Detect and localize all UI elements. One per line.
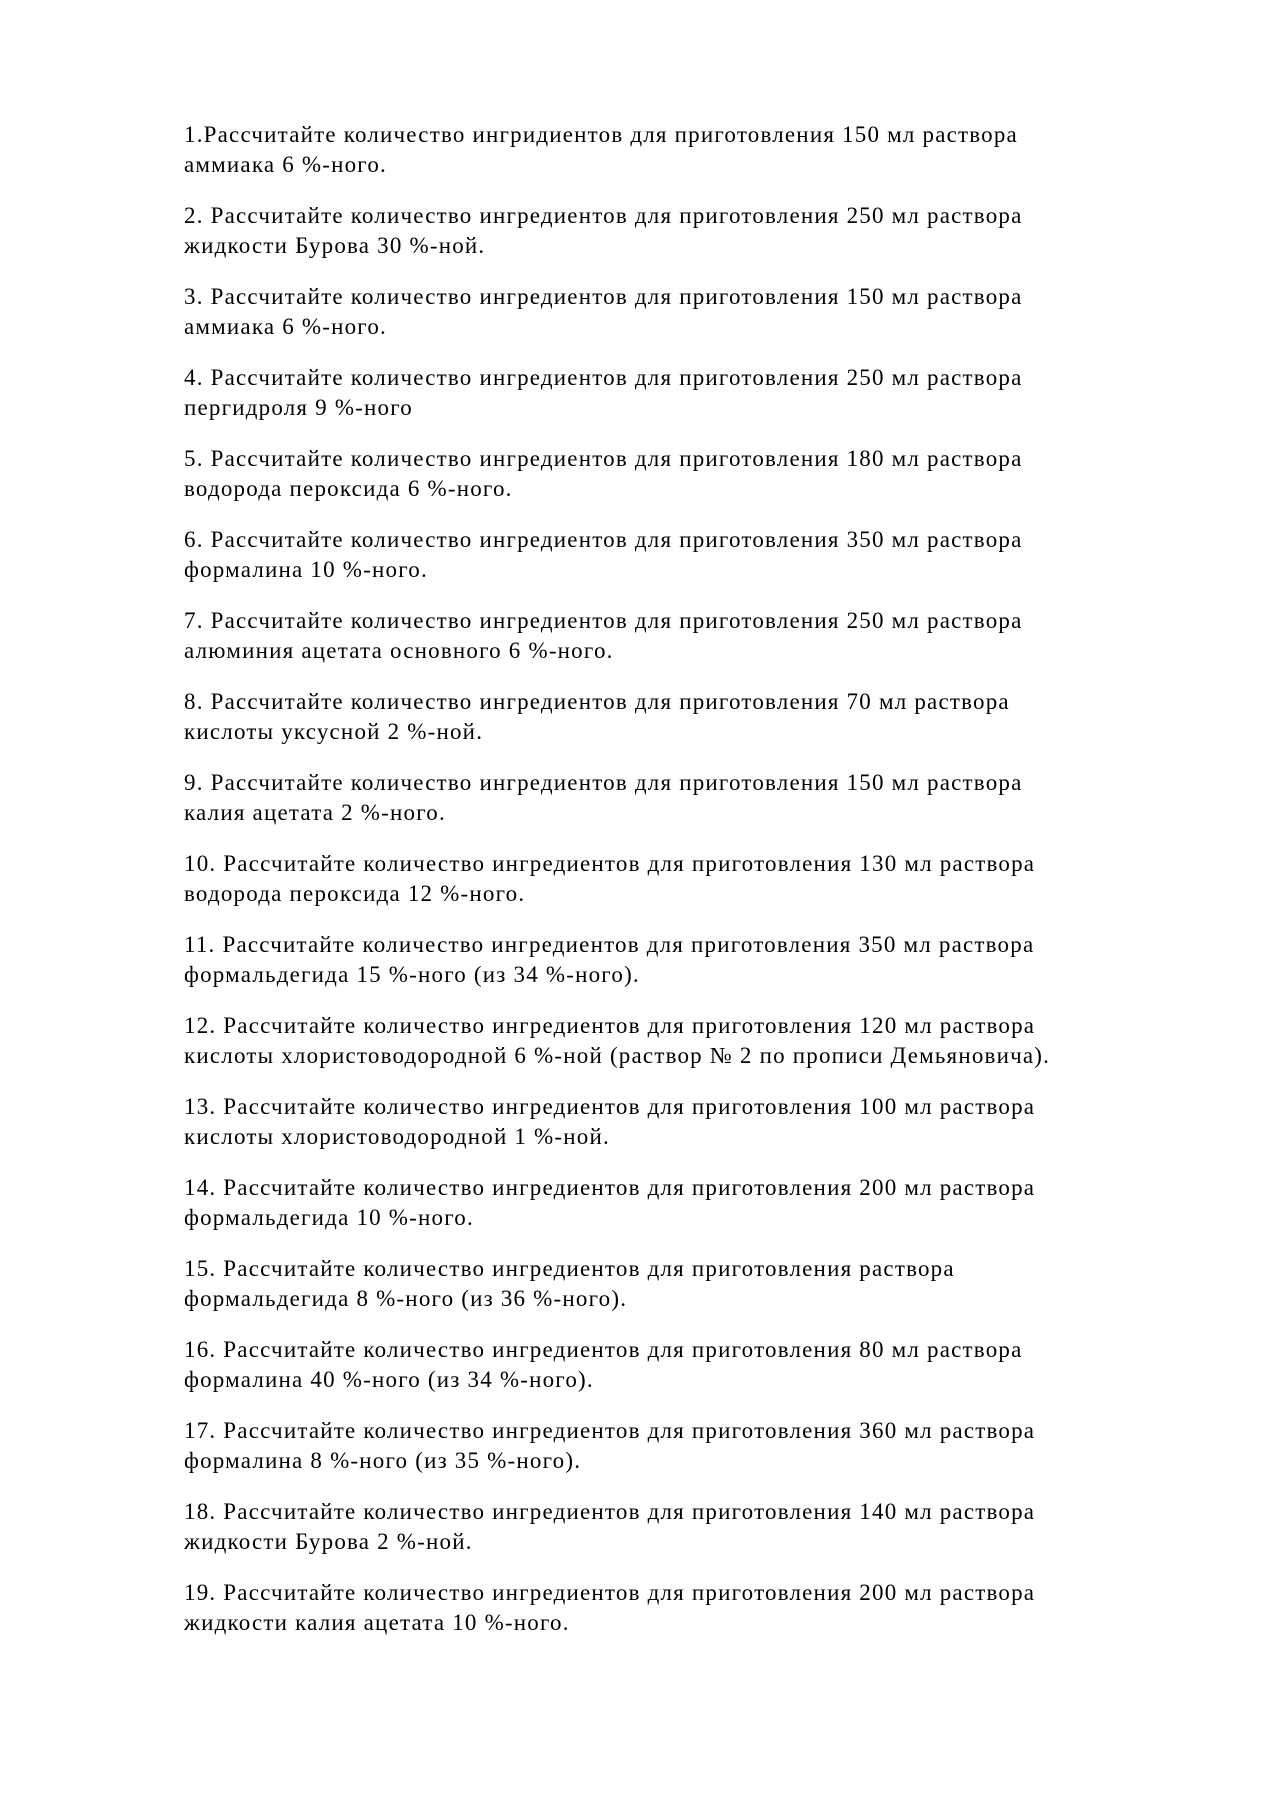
task-item (184, 1173, 1204, 1233)
task-item (184, 1011, 1204, 1071)
task-line-2: кислоты уксусной 2 %-ной. (184, 719, 484, 744)
task-list (184, 120, 1204, 1659)
task-line-1: 14. Рассчитайте количество ингредиентов для приготовления 200 мл раствора (184, 1175, 1036, 1200)
task-line-1: 10. Рассчитайте количество ингредиентов для приготовления 130 мл раствора (184, 851, 1036, 876)
task-item (184, 1335, 1204, 1395)
task-line-2: жидкости Бурова 30 %-ной. (184, 233, 486, 258)
task-line-2: формалина 10 %-ного. (184, 557, 428, 582)
task-item (184, 687, 1204, 747)
task-line-1: 5. Рассчитайте количество ингредиентов для приготовления 180 мл раствора (184, 446, 1023, 471)
task-item (184, 1254, 1204, 1314)
task-item (184, 363, 1204, 423)
task-line-2: формальдегида 10 %-ного. (184, 1205, 474, 1230)
task-line-1: 4. Рассчитайте количество ингредиентов для приготовления 250 мл раствора (184, 365, 1023, 390)
task-line-2: аммиака 6 %-ного. (184, 314, 388, 339)
task-line-1: 11. Рассчитайте количество ингредиентов для приготовления 350 мл раствора (184, 932, 1035, 957)
task-item (184, 930, 1204, 990)
task-line-1: 3. Рассчитайте количество ингредиентов для приготовления 150 мл раствора (184, 284, 1023, 309)
task-line-1: 12. Рассчитайте количество ингредиентов для приготовления 120 мл раствора (184, 1013, 1036, 1038)
task-line-2: кислоты хлористоводородной 1 %-ной. (184, 1124, 610, 1149)
task-item (184, 525, 1204, 585)
task-line-1: 8. Рассчитайте количество ингредиентов для приготовления 70 мл раствора (184, 689, 1010, 714)
task-item (184, 606, 1204, 666)
task-line-2: аммиака 6 %-ного. (184, 152, 388, 177)
task-line-1: 2. Рассчитайте количество ингредиентов для приготовления 250 мл раствора (184, 203, 1023, 228)
task-item (184, 1092, 1204, 1152)
task-line-2: пергидроля 9 %-ного (184, 395, 414, 420)
task-line-2: формалина 8 %-ного (из 35 %-ного). (184, 1448, 582, 1473)
task-line-1: 6. Рассчитайте количество ингредиентов для приготовления 350 мл раствора (184, 527, 1023, 552)
task-line-2: алюминия ацетата основного 6 %-ного. (184, 638, 614, 663)
task-line-2: водорода пероксида 12 %-ного. (184, 881, 526, 906)
task-line-2: формальдегида 8 %-ного (из 36 %-ного). (184, 1286, 628, 1311)
task-item (184, 201, 1204, 261)
task-item (184, 444, 1204, 504)
task-line-2: жидкости Бурова 2 %-ной. (184, 1529, 473, 1554)
task-line-2: калия ацетата 2 %-ного. (184, 800, 446, 825)
task-item (184, 120, 1204, 180)
task-line-1: 1.Рассчитайте количество ингридиентов для приготовления 150 мл раствора (184, 122, 1018, 147)
task-line-2: кислоты хлористоводородной 6 %-ной (раствор № 2 по прописи Демьяновича). (184, 1043, 1051, 1068)
task-item (184, 1497, 1204, 1557)
task-line-2: формальдегида 15 %-ного (из 34 %-ного). (184, 962, 640, 987)
task-item (184, 768, 1204, 828)
task-line-2: жидкости калия ацетата 10 %-ного. (184, 1610, 570, 1635)
task-item (184, 282, 1204, 342)
task-line-1: 19. Рассчитайте количество ингредиентов для приготовления 200 мл раствора (184, 1580, 1036, 1605)
task-item (184, 1416, 1204, 1476)
task-line-2: водорода пероксида 6 %-ного. (184, 476, 513, 501)
task-line-1: 13. Рассчитайте количество ингредиентов для приготовления 100 мл раствора (184, 1094, 1036, 1119)
task-line-1: 7. Рассчитайте количество ингредиентов для приготовления 250 мл раствора (184, 608, 1023, 633)
task-item (184, 849, 1204, 909)
task-line-1: 18. Рассчитайте количество ингредиентов для приготовления 140 мл раствора (184, 1499, 1036, 1524)
task-line-2: формалина 40 %-ного (из 34 %-ного). (184, 1367, 594, 1392)
task-line-1: 17. Рассчитайте количество ингредиентов для приготовления 360 мл раствора (184, 1418, 1036, 1443)
task-line-1: 16. Рассчитайте количество ингредиентов для приготовления 80 мл раствора (184, 1337, 1023, 1362)
task-item (184, 1578, 1204, 1638)
task-line-1: 15. Рассчитайте количество ингредиентов для приготовления раствора (184, 1256, 955, 1281)
task-line-1: 9. Рассчитайте количество ингредиентов для приготовления 150 мл раствора (184, 770, 1023, 795)
